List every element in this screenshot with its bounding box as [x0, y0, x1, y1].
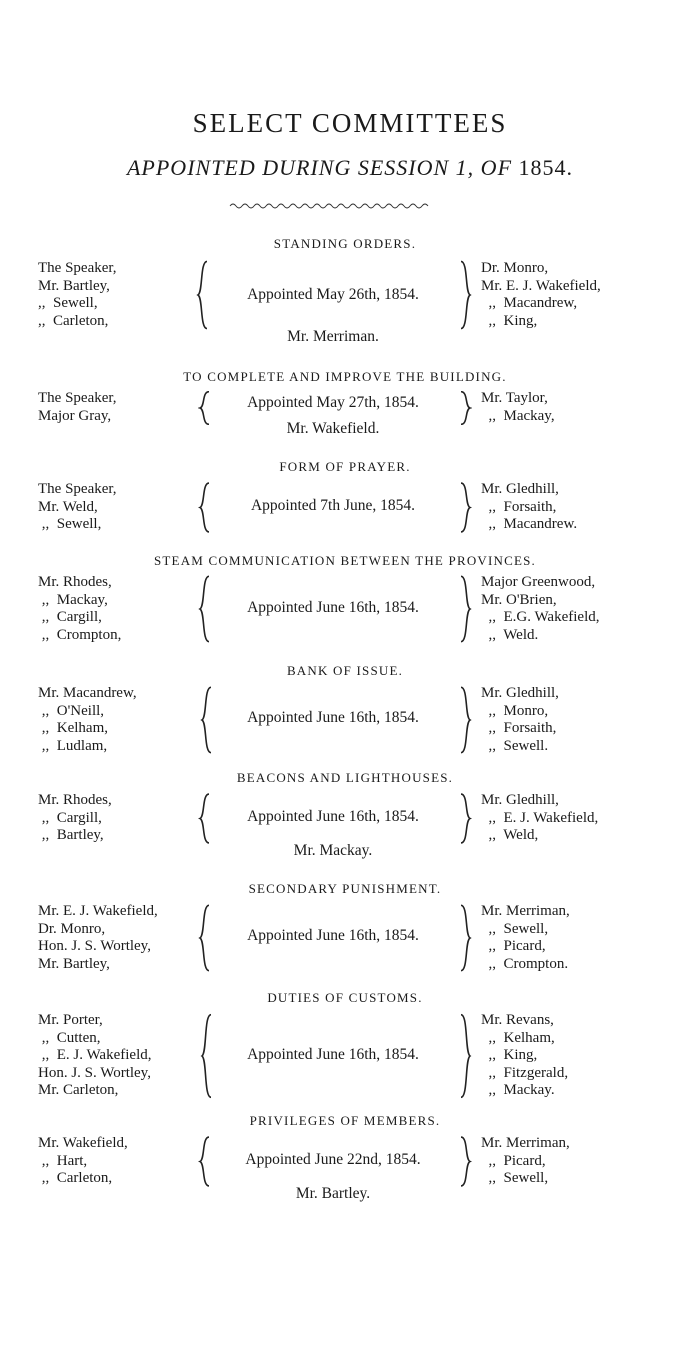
right-brace — [458, 1013, 472, 1099]
right-members — [481, 792, 598, 845]
appointment-date: Appointed June 16th, 1854. — [247, 808, 419, 825]
member: ,, Cargill, — [38, 809, 102, 826]
member: Mr. Gledhill, — [481, 481, 559, 497]
left-brace — [196, 260, 210, 330]
member: ,, Picard, — [481, 938, 546, 954]
left-members — [38, 260, 117, 330]
member: Major Gray, — [38, 407, 112, 424]
member: Dr. Monro, — [38, 920, 106, 937]
right-brace — [458, 904, 472, 972]
member: ,, Forsaith, — [481, 720, 557, 736]
right-brace — [458, 260, 472, 330]
left-members — [38, 903, 158, 973]
member: Mr. Merriman, — [481, 903, 570, 919]
appointment-date: Appointed June 16th, 1854. — [247, 927, 419, 944]
member: ,, Sewell. — [481, 737, 549, 754]
member: Mr. Taylor, — [481, 390, 548, 406]
committee-heading: PRIVILEGES OF MEMBERS. — [249, 1113, 441, 1128]
member: ,, Kelham, — [38, 720, 108, 736]
committee-heading: STANDING ORDERS. — [273, 236, 417, 251]
member: The Speaker, — [38, 481, 117, 497]
appointment-date: Appointed June 16th, 1854. — [247, 1046, 419, 1063]
member: The Speaker, — [38, 390, 117, 406]
member: ,, Weld, — [481, 827, 539, 843]
member: ,, Mackay. — [481, 1082, 555, 1098]
left-brace — [200, 686, 214, 754]
left-brace — [198, 904, 212, 972]
member: Mr. Revans, — [481, 1012, 554, 1028]
left-members — [38, 574, 121, 644]
member: Mr. Macandrew, — [38, 685, 137, 701]
committee-heading: STEAM COMMUNICATION BETWEEN THE PROVINCES. — [153, 553, 537, 568]
member: ,, O'Neill, — [38, 702, 105, 719]
member: Mr. Rhodes, — [38, 792, 112, 808]
member: Hon. J. S. Wortley, — [38, 938, 151, 954]
left-brace — [200, 1013, 214, 1099]
member: ,, Macandrew, — [481, 295, 578, 311]
right-members — [481, 685, 559, 755]
member: ,, Fitzgerald, — [481, 1064, 569, 1081]
member: ,, Sewell, — [481, 920, 549, 937]
member: ,, Kelham, — [481, 1029, 555, 1046]
committee-heading: SECONDARY PUNISHMENT. — [248, 881, 442, 896]
appointment-date: Appointed June 22nd, 1854. — [245, 1151, 421, 1168]
member: Hon. J. S. Wortley, — [38, 1064, 151, 1081]
member: Mr. Weld, — [38, 498, 98, 515]
member: ,, E. J. Wakefield, — [481, 809, 599, 826]
appointment-date: Appointed May 27th, 1854. — [247, 394, 419, 411]
member: Mr. O'Brien, — [481, 591, 557, 608]
member: Mr. E. J. Wakefield, — [38, 903, 158, 919]
document-subtitle — [0, 155, 700, 181]
right-brace — [458, 391, 472, 425]
member: ,, E.G. Wakefield, — [481, 609, 600, 625]
member: ,, King, — [481, 312, 538, 329]
right-members — [481, 481, 577, 534]
member: ,, Sewell, — [38, 516, 102, 532]
committee-heading: FORM OF PRAYER. — [279, 459, 411, 474]
member: ,, Crompton. — [481, 955, 569, 972]
member: ,, Hart, — [38, 1152, 88, 1169]
member: Mr. Merriman, — [481, 1135, 570, 1151]
left-brace — [198, 1136, 212, 1187]
member: ,, Crompton, — [38, 626, 122, 643]
right-members — [481, 574, 599, 644]
right-members — [481, 1012, 568, 1100]
subtitle-year: 1854. — [518, 155, 574, 180]
member: ,, Sewell, — [481, 1170, 549, 1186]
member: ,, Cargill, — [38, 609, 102, 625]
committee-chair: Mr. Merriman. — [287, 328, 379, 345]
right-brace — [458, 793, 472, 844]
committee-chair: Mr. Bartley. — [295, 1185, 371, 1202]
member: ,, Mackay, — [481, 407, 555, 424]
appointment-date: Appointed June 16th, 1854. — [247, 709, 419, 726]
left-members — [38, 1135, 128, 1188]
committee-heading: BANK OF ISSUE. — [286, 663, 404, 678]
member: Mr. Rhodes, — [38, 574, 112, 590]
committee-heading: BEACONS AND LIGHTHOUSES. — [236, 770, 454, 785]
left-members — [38, 685, 137, 755]
member: The Speaker, — [38, 260, 117, 276]
right-brace — [458, 482, 472, 533]
member: Major Greenwood, — [481, 574, 596, 590]
wavy-rule-ornament — [228, 200, 434, 212]
right-members — [481, 1135, 570, 1188]
left-brace — [198, 575, 212, 643]
member: ,, Bartley, — [38, 827, 104, 843]
member: ,, Mackay, — [38, 591, 108, 608]
member: ,, Weld. — [481, 626, 539, 643]
member: ,, Sewell, — [38, 295, 98, 311]
right-brace — [458, 575, 472, 643]
right-brace — [458, 1136, 472, 1187]
member: Mr. E. J. Wakefield, — [481, 277, 601, 294]
left-brace — [198, 793, 212, 844]
member: ,, Picard, — [481, 1152, 546, 1169]
member: ,, Macandrew. — [481, 516, 578, 532]
member: Mr. Carleton, — [38, 1082, 119, 1098]
member: ,, Forsaith, — [481, 498, 557, 515]
committee-heading: TO COMPLETE AND IMPROVE THE BUILDING. — [183, 369, 507, 384]
member: Mr. Gledhill, — [481, 792, 559, 808]
appointment-date: Appointed 7th June, 1854. — [250, 497, 416, 514]
member: ,, Carleton, — [38, 1170, 113, 1186]
left-members — [38, 1012, 152, 1100]
member: Mr. Gledhill, — [481, 685, 559, 701]
left-members — [38, 390, 117, 425]
right-members — [481, 390, 555, 425]
appointment-date: Appointed May 26th, 1854. — [247, 286, 419, 303]
member: ,, King, — [481, 1047, 538, 1063]
committee-chair: Mr. Wakefield. — [286, 420, 380, 437]
left-brace — [198, 391, 212, 425]
right-brace — [458, 686, 472, 754]
member: ,, Monro, — [481, 702, 549, 719]
member: Mr. Bartley, — [38, 277, 110, 294]
member: Mr. Porter, — [38, 1012, 103, 1028]
appointment-date: Appointed June 16th, 1854. — [247, 599, 419, 616]
left-members — [38, 792, 112, 845]
right-members — [481, 903, 570, 973]
member: Dr. Monro, — [481, 260, 549, 276]
subtitle-text: APPOINTED DURING SESSION 1, OF — [126, 155, 513, 180]
committee-chair: Mr. Mackay. — [293, 842, 373, 859]
left-members — [38, 481, 117, 534]
right-members — [481, 260, 601, 330]
document-title: SELECT COMMITTEES — [192, 108, 508, 138]
left-brace — [198, 482, 212, 533]
member: ,, Cutten, — [38, 1029, 101, 1046]
member: ,, Ludlam, — [38, 737, 108, 754]
member: Mr. Bartley, — [38, 955, 110, 972]
member: ,, Carleton, — [38, 312, 109, 329]
committee-heading: DUTIES OF CUSTOMS. — [267, 990, 423, 1005]
member: Mr. Wakefield, — [38, 1135, 128, 1151]
member: ,, E. J. Wakefield, — [38, 1047, 152, 1063]
